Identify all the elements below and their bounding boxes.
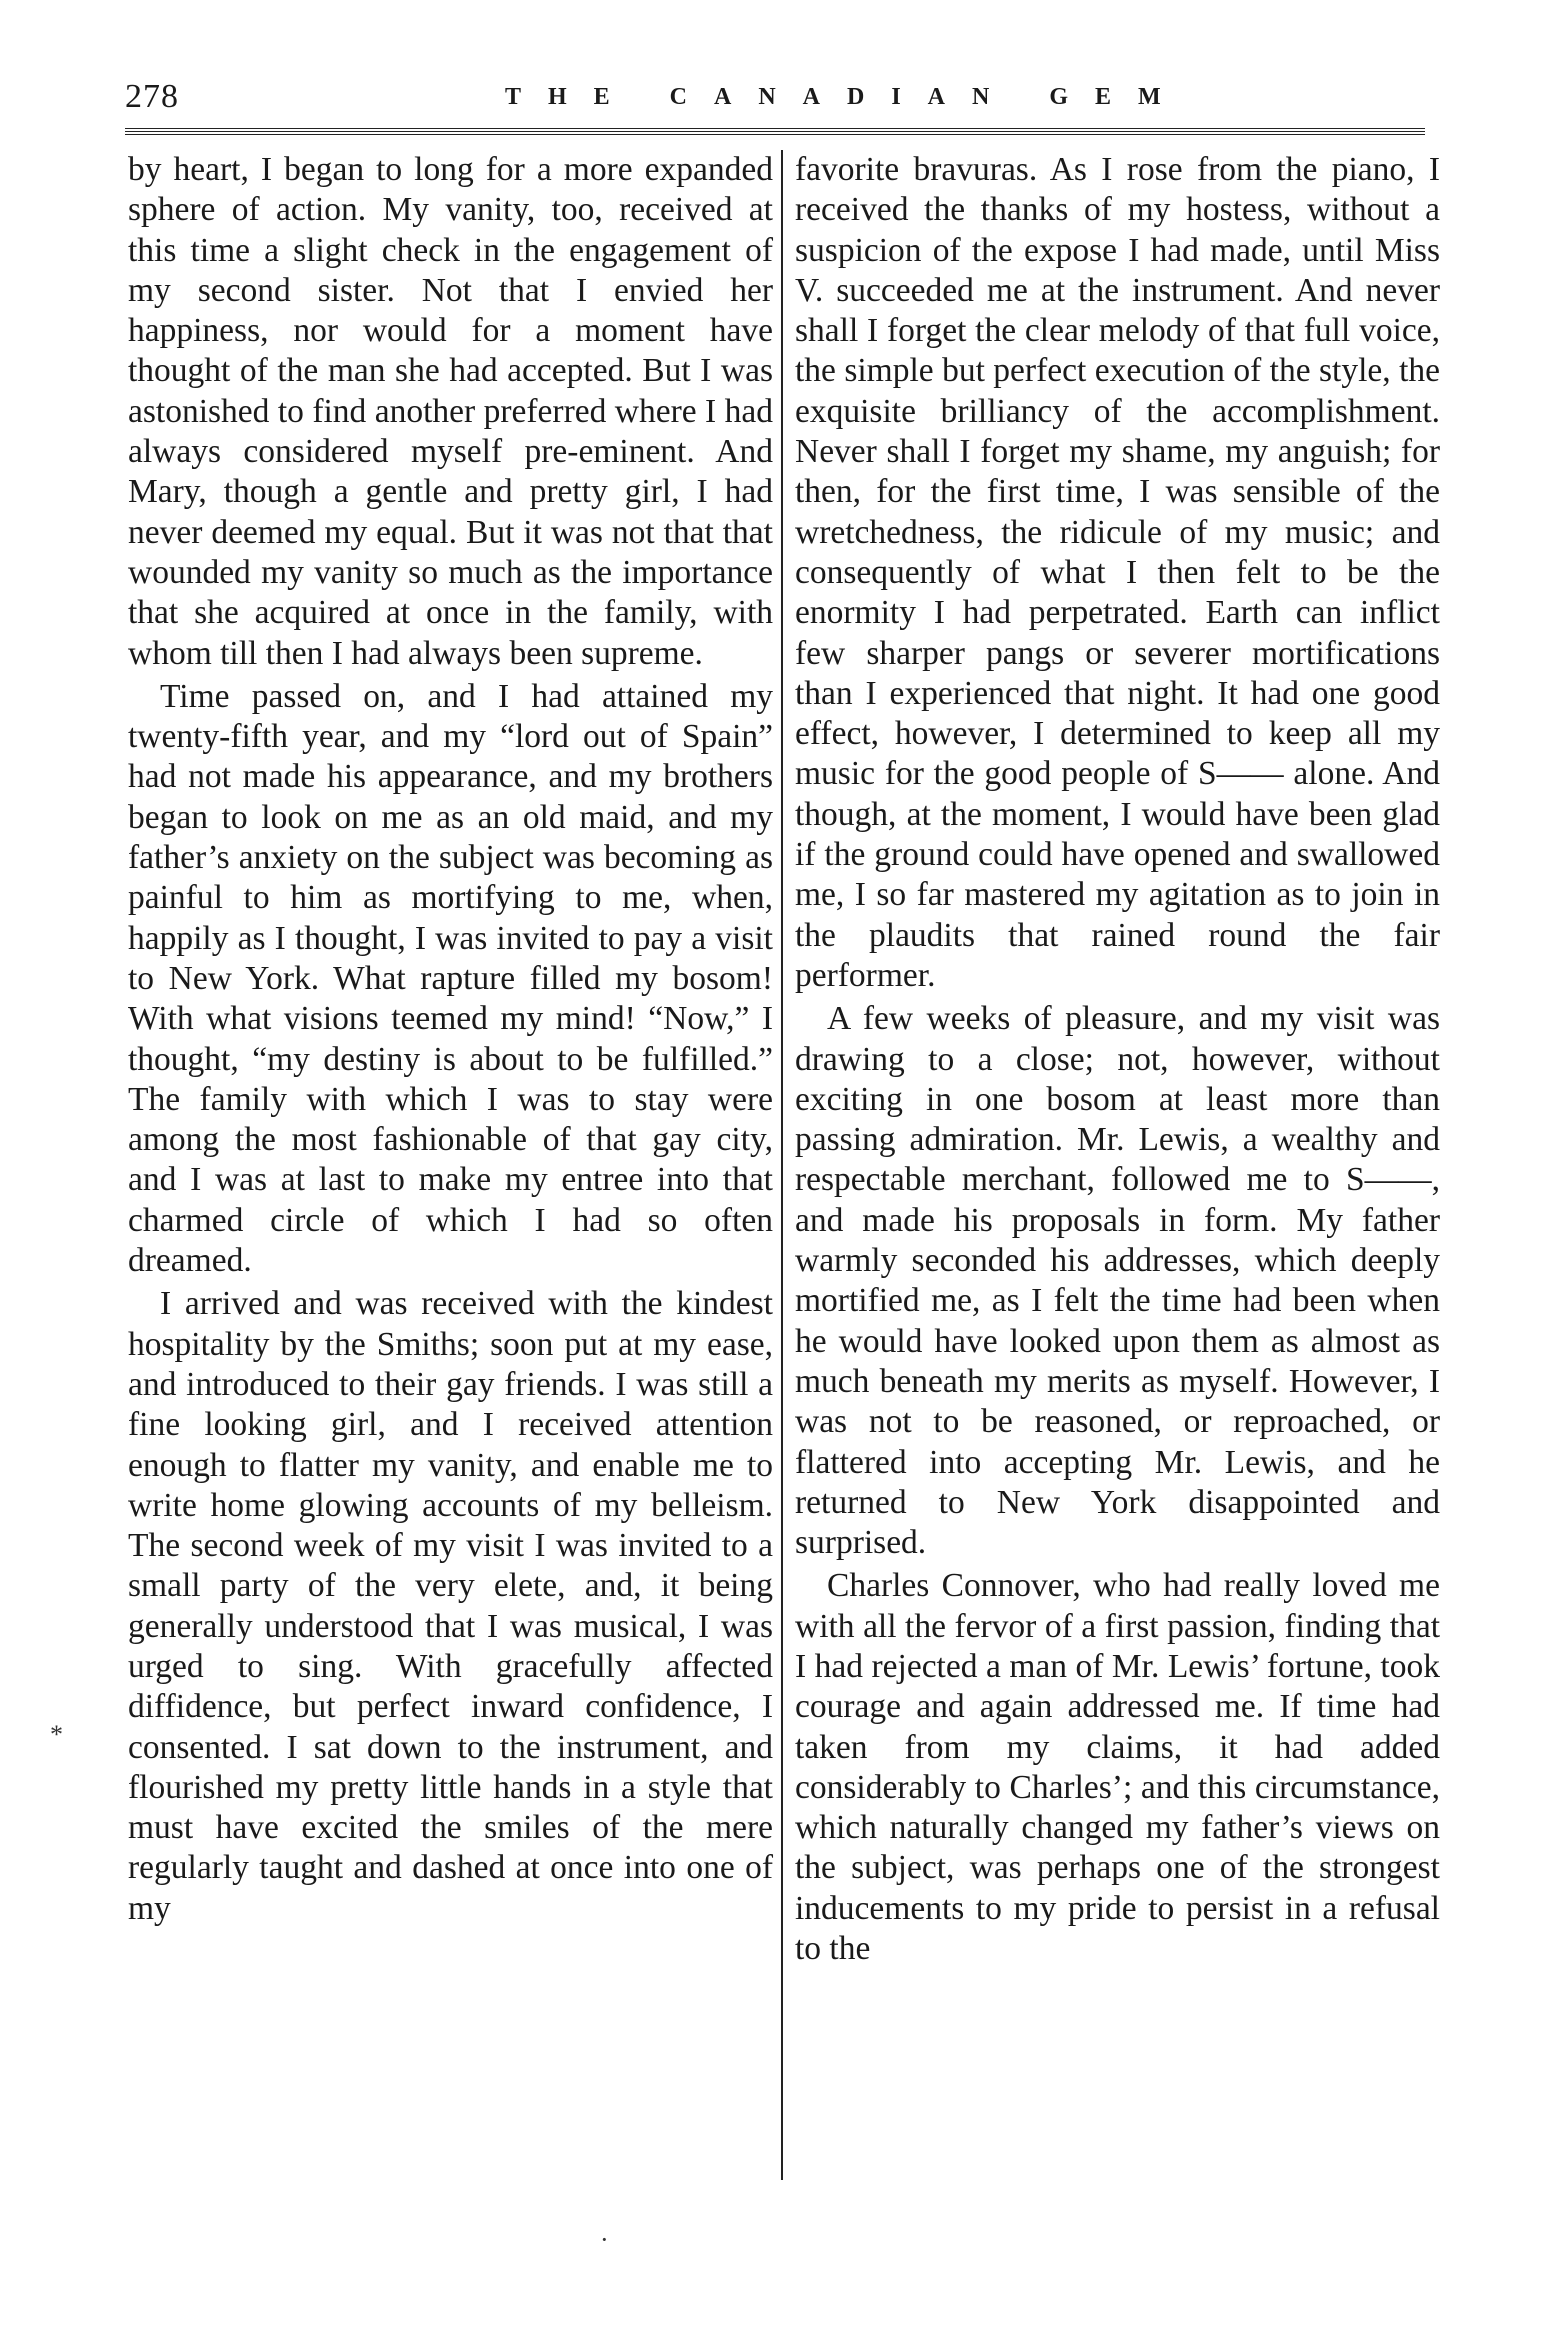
paragraph: by heart, I began to long for a more expanded sphere of action. My vanity, too, received at this time a slight check in the engagement of my second sister. Not that I envied her happiness, nor would for a moment have thought of the man she had accepted. But I was astonished to find another preferred where I had always considered myself pre-eminent. And Mary, though a gentle and pretty girl, I had never deemed my equal. But it was not that that wounded my vanity so much as the importance that she acquired at once in the family, with whom till then I had always been supreme. xyxy=(128,151,773,672)
paragraph: A few weeks of pleasure, and my visit was drawing to a close; not, however, without exciting in one bosom at least more than passing admiration. Mr. Lewis, a wealthy and respectable merchant, followed me to S——, and made his proposals in form. My father warmly seconded his addresses, which deeply mortified me, as I felt the time had been when he would have looked upon them as almost as much beneath my merits as myself. However, I was not to be reasoned, or reproached, or flattered into accepting Mr. Lewis, and he returned to New York disappointed and surprised. xyxy=(795,1000,1440,1562)
paragraph: Charles Connover, who had really loved me with all the fervor of a first passion, finding that I had rejected a man of Mr. Lewis’ fortune, took courage and again addressed me. If time had taken from my claims, it had added considerably to Charles’; and this circumstance, which naturally changed my father’s views on the subject, was perhaps one of the strongest inducements to my pride to persist in a refusal to the xyxy=(795,1567,1440,1968)
margin-speck-mark: * xyxy=(50,1720,63,1749)
header-double-rule xyxy=(125,128,1425,135)
page-number: 278 xyxy=(125,78,179,115)
journal-title: THE CANADIAN GEM xyxy=(505,84,1188,110)
right-column xyxy=(795,150,1440,1969)
paragraph: I arrived and was received with the kindest hospitality by the Smiths; soon put at my ease, and introduced to their gay friends. I was still a fine looking girl, and I received attention enough to flatter my vanity, and enable me to write home glowing accounts of my belleism. The second week of my visit I was invited to a small party of the very elete, and, it being generally understood that I was musical, I was urged to sing. With gracefully affected diffidence, but perfect inward confidence, I consented. I sat down to the instrument, and flourished my pretty little hands in a style that must have excited the smiles of the mere regularly taught and dashed at once into one of my xyxy=(128,1285,773,1927)
bottom-speck-mark: · xyxy=(600,2225,609,2254)
running-head xyxy=(125,78,1425,118)
paragraph: favorite bravuras. As I rose from the piano, I received the thanks of my hostess, without a suspicion of the expose I had made, until Miss V. succeeded me at the instrument. And never shall I forget the clear melody of that full voice, the simple but perfect execution of the style, the exquisite brilliancy of the accomplishment. Never shall I forget my shame, my anguish; for then, for the first time, I was sensible of the wretchedness, the ridicule of my music; and consequently of what I then felt to be the enormity I had perpetrated. Earth can inflict few sharper pangs or severer mortifications than I experienced that night. It had one good effect, however, I determined to keep all my music for the good people of S—— alone. And though, at the moment, I would have been glad if the ground could have opened and swallowed me, I so far mastered my agitation as to join in the plaudits that rained round the fair performer. xyxy=(795,151,1440,994)
column-divider-rule xyxy=(781,150,783,2180)
paragraph: Time passed on, and I had attained my twenty-fifth year, and my “lord out of Spain” had not made his appearance, and my brothers began to look on me as an old maid, and my father’s anxiety on the subject was becoming as painful to him as mortifying to me, when, happily as I thought, I was invited to pay a visit to New York. What rapture filled my bosom! With what visions teemed my mind! “Now,” I thought, “my destiny is about to be fulfilled.” The family with which I was to stay were among the most fashionable of that gay city, and I was at last to make my entree into that charmed circle of which I had so often dreamed. xyxy=(128,677,773,1280)
left-column xyxy=(128,150,773,1929)
